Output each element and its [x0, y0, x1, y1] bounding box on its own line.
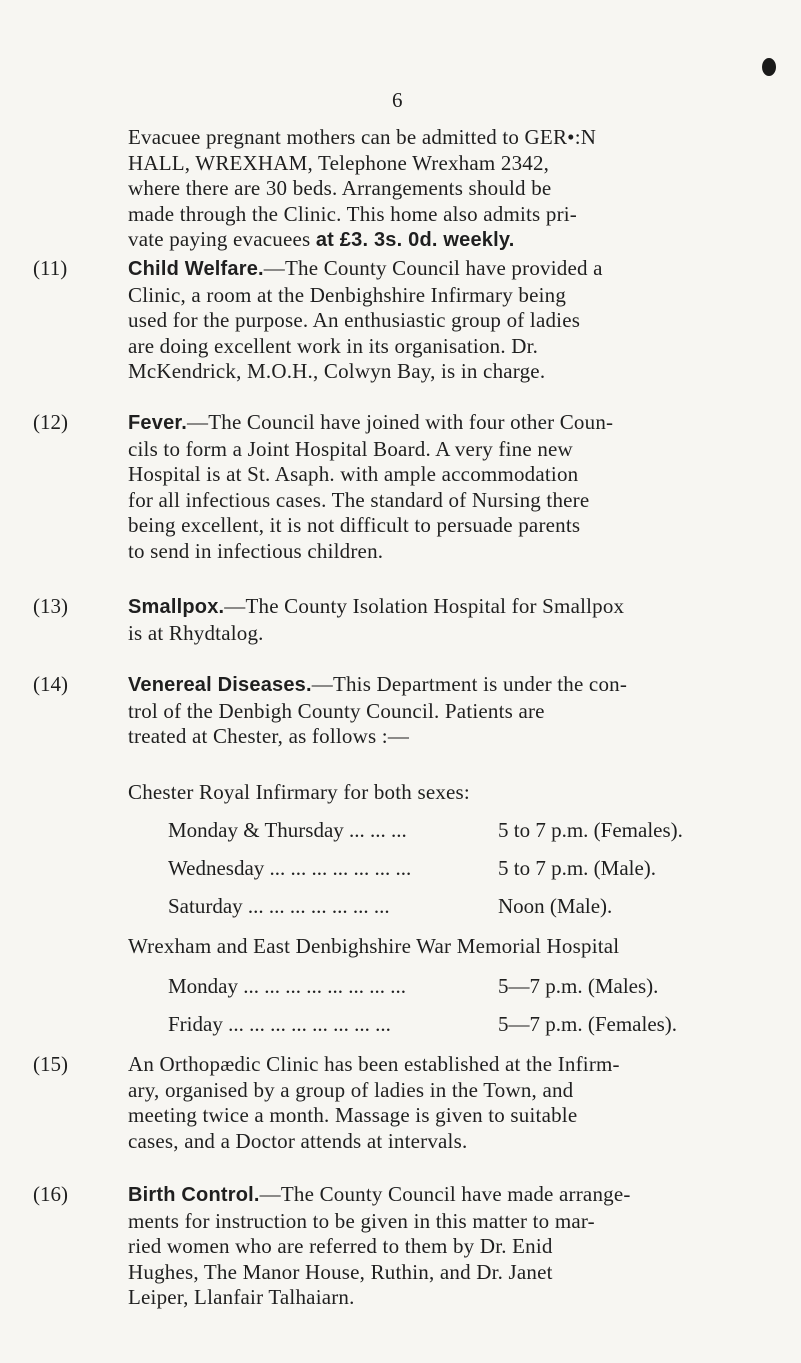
- page-number: 6: [392, 88, 403, 112]
- schedule-row: Monday ... ... ... ... ... ... ... ... 5—7 p.m. (Males).: [168, 974, 659, 998]
- section-number: (16): [33, 1182, 68, 1206]
- section-heading: Smallpox.: [128, 596, 225, 618]
- section-child-welfare: Child Welfare.—The County Council have provided a Clinic, a room at the Denbighshire Infirmary being used for the purpose. An enthusiastic group of ladies are doing excellent work in its organisation. Dr. McKendrick, M.O.H., Colwyn Bay, is in charge.: [128, 256, 603, 383]
- intro-line: HALL, WREXHAM, Telephone Wrexham 2342,: [128, 150, 550, 175]
- section-number: (11): [33, 256, 68, 280]
- section-heading: Birth Control.: [128, 1184, 260, 1206]
- schedule-row: Saturday ... ... ... ... ... ... ... Noon (Male).: [168, 894, 613, 918]
- section-number: (15): [33, 1052, 68, 1076]
- intro-line: Evacuee pregnant mothers can be admitted to GER•:N: [128, 125, 597, 149]
- schedule-row: Wednesday ... ... ... ... ... ... ... 5 to 7 p.m. (Male).: [168, 856, 657, 880]
- section-birth-control: Birth Control.—The County Council have made arrange- ments for instruction to be given in this matter to mar- ried women who are referred to them by Dr. Enid Hughes, The Manor House, Ruthin, and Dr. Janet Leiper, Llanfair Talhaiarn.: [128, 1182, 631, 1309]
- section-fever: Fever.—The Council have joined with four other Coun- cils to form a Joint Hospital Board. A very fine new Hospital is at St. Asaph. with ample accommodation for all infectious cases. The standard of Nursing there being excellent, it is not difficult to persuade parents to send in infectious children.: [128, 410, 614, 563]
- intro-line: made through the Clinic. This home also admits pri-: [128, 201, 577, 226]
- schedule-row: Monday & Thursday ... ... ... 5 to 7 p.m. (Females).: [168, 818, 683, 842]
- section-heading: Child Welfare.: [128, 258, 264, 280]
- schedule-row: Friday ... ... ... ... ... ... ... ... 5—7 p.m. (Females).: [168, 1012, 678, 1036]
- ink-blot: [762, 58, 776, 76]
- section-number: (12): [33, 410, 68, 434]
- chester-title: Chester Royal Infirmary for both sexes:: [128, 780, 470, 804]
- section-smallpox: Smallpox.—The County Isolation Hospital for Smallpox is at Rhydtalog.: [128, 594, 625, 645]
- section-orthopaedic: An Orthopædic Clinic has been established at the Infirm- ary, organised by a group of ladies in the Town, and meeting twice a month. Massage is given to suitable cases, and a Doctor attends at intervals.: [128, 1052, 620, 1153]
- intro-line: where there are 30 beds. Arrangements should be: [128, 176, 552, 200]
- section-venereal-diseases: Venereal Diseases.—This Department is under the con- trol of the Denbigh County Council. Patients are treated at Chester, as follows :—: [128, 672, 628, 748]
- section-heading: Fever.: [128, 412, 188, 434]
- intro-paragraph: [128, 125, 768, 254]
- section-number: (14): [33, 672, 68, 696]
- section-number: (13): [33, 594, 68, 618]
- intro-line: vate paying evacuees at £3. 3s. 0d. weekly.: [128, 227, 515, 251]
- wrexham-title: Wrexham and East Denbighshire War Memorial Hospital: [128, 934, 620, 958]
- section-heading: Venereal Diseases.: [128, 674, 312, 696]
